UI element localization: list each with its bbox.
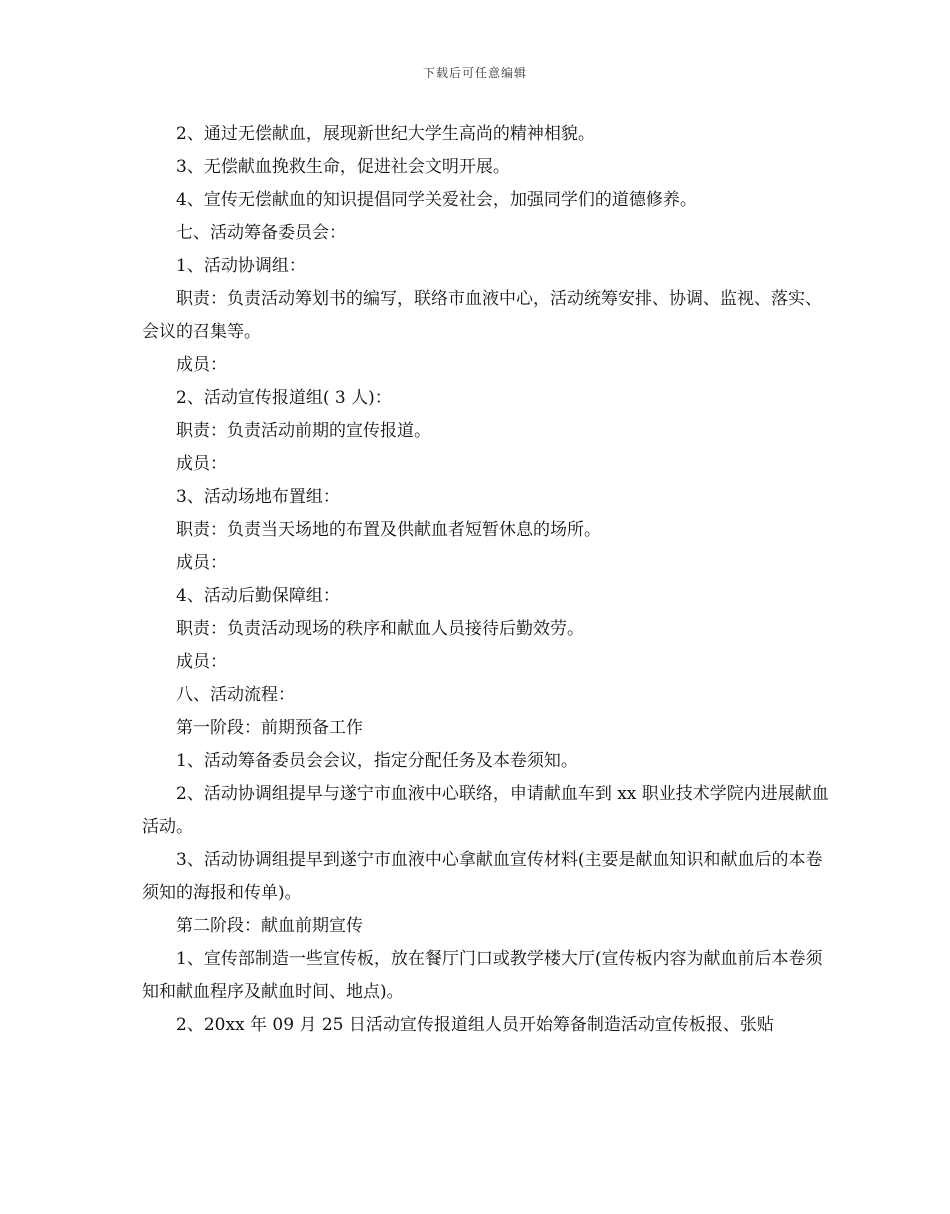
group-heading: 3、活动场地布置组： — [176, 487, 340, 507]
paragraph: 成员： — [176, 355, 227, 375]
paragraph: 1、活动筹备委员会会议，指定分配任务及本卷须知。 — [176, 751, 578, 771]
paragraph: 成员： — [176, 553, 227, 573]
page-header: 下载后可任意编辑 — [422, 66, 527, 80]
paragraph: 3、活动协调组提早到遂宁市血液中心拿献血宣传材料(主要是献血知识和献血后的本卷须知的海报和传单)。 — [142, 850, 823, 903]
paragraph: 3、无偿献血挽救生命，促进社会文明开展。 — [176, 157, 510, 177]
stage-heading: 第二阶段：献血前期宣传 — [176, 916, 363, 936]
paragraph: 职责：负责活动现场的秩序和献血人员接待后勤效劳。 — [176, 619, 584, 639]
group-heading: 2、活动宣传报道组( 3 人)： — [176, 388, 392, 408]
section-heading: 七、活动筹备委员会： — [176, 223, 346, 243]
paragraph: 1、宣传部制造一些宣传板，放在餐厅门口或教学楼大厅(宣传板内容为献血前后本卷须知和献血程序及献血时间、地点)。 — [142, 949, 823, 1002]
paragraph: 2、活动协调组提早与遂宁市血液中心联络，申请献血车到 xx 职业技术学院内进展献血活动。 — [142, 784, 829, 837]
paragraph: 2、20xx 年 09 月 25 日活动宣传报道组人员开始筹备制造活动宣传板报、张贴 — [176, 1015, 774, 1035]
paragraph: 成员： — [176, 454, 227, 474]
paragraph: 4、宣传无偿献血的知识提倡同学关爱社会，加强同学们的道德修养。 — [176, 190, 697, 210]
paragraph: 职责：负责当天场地的布置及供献血者短暂休息的场所。 — [176, 520, 601, 540]
paragraph: 职责：负责活动筹划书的编写，联络市血液中心，活动统筹安排、协调、监视、落实、会议的召集等。 — [142, 289, 822, 342]
stage-heading: 第一阶段：前期预备工作 — [176, 718, 363, 738]
document-body — [142, 118, 832, 1042]
paragraph: 成员： — [176, 652, 227, 672]
group-heading: 1、活动协调组： — [176, 256, 306, 276]
group-heading: 4、活动后勤保障组： — [176, 586, 340, 606]
paragraph: 2、通过无偿献血，展现新世纪大学生高尚的精神相貌。 — [176, 124, 595, 144]
section-heading: 八、活动流程： — [176, 685, 295, 705]
paragraph: 职责：负责活动前期的宣传报道。 — [176, 421, 431, 441]
